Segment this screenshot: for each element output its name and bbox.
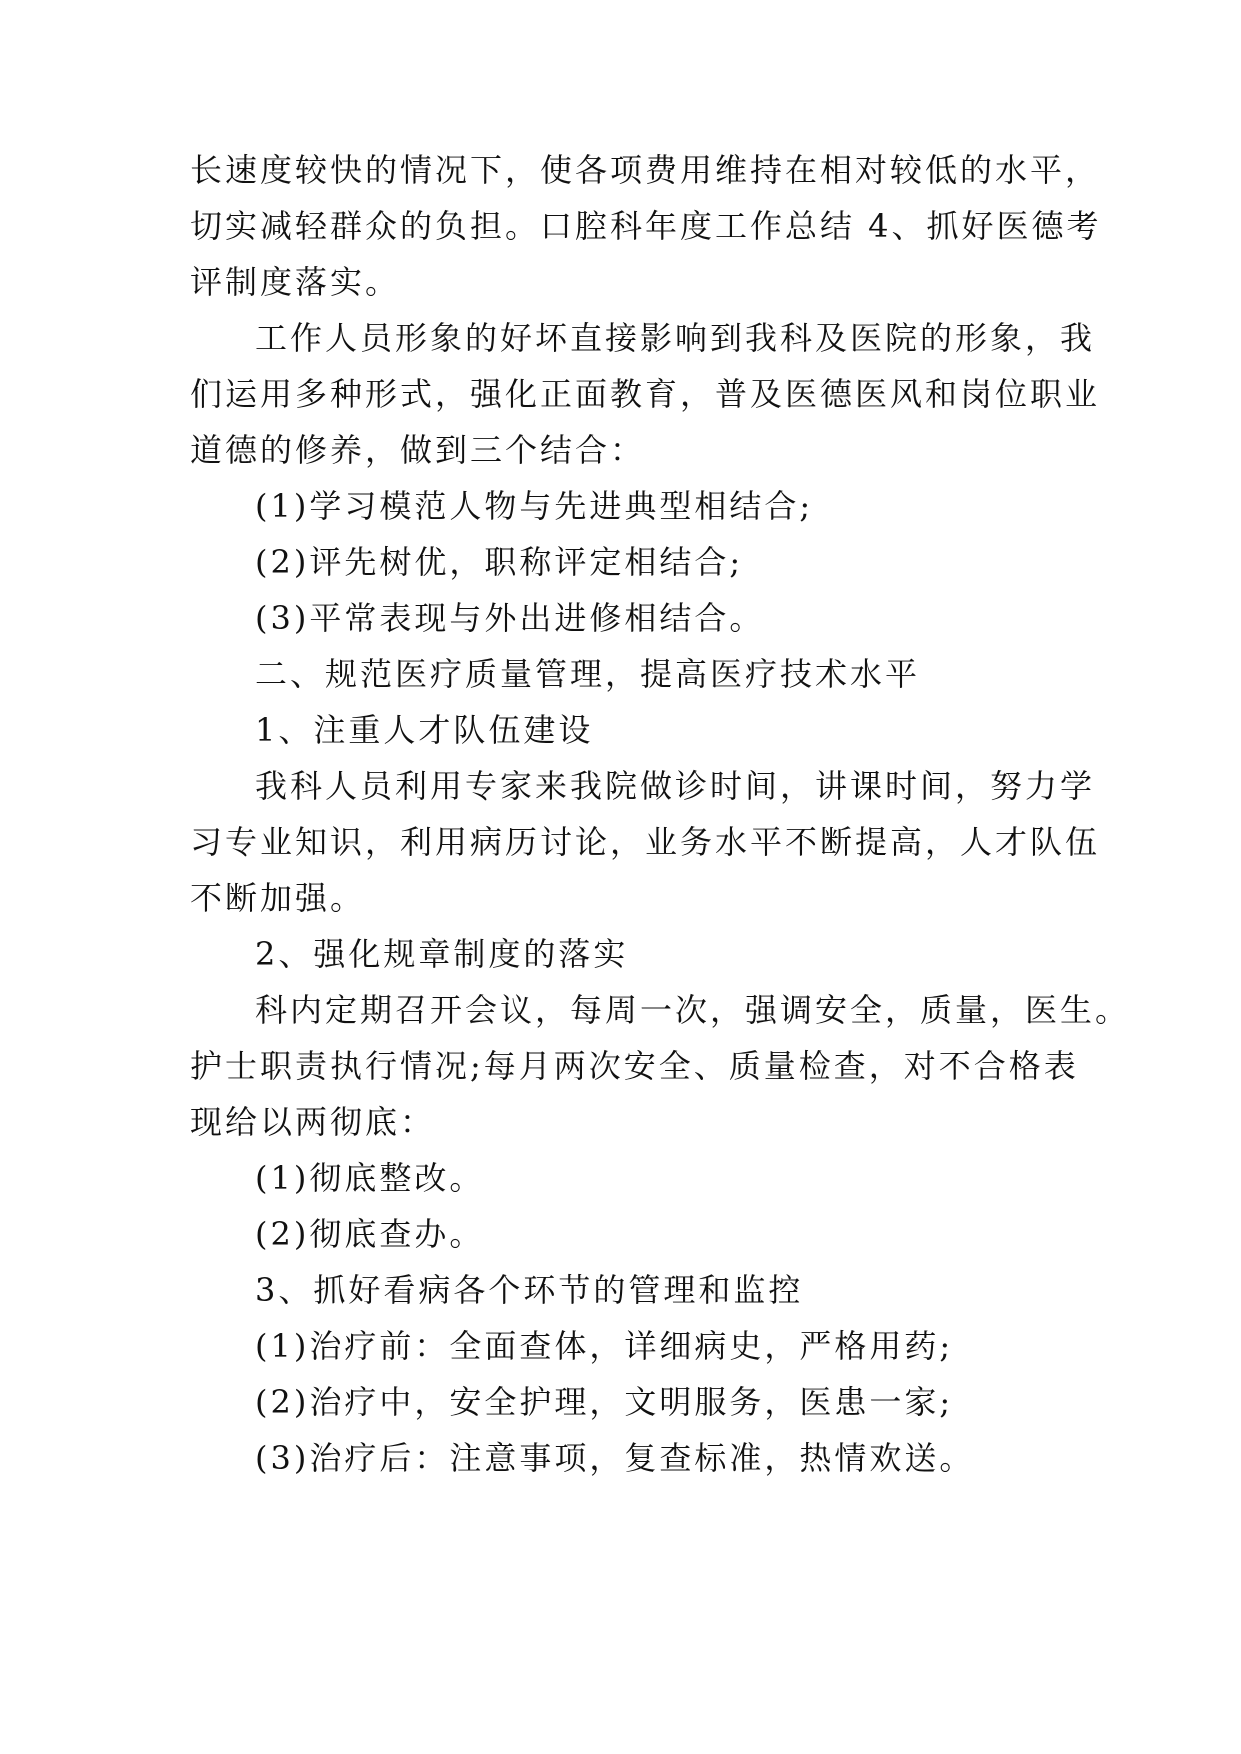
paragraph-line: 切实减轻群众的负担。口腔科年度工作总结 4、抓好医德考 [190,207,1102,245]
subsection-heading: 1、注重人才队伍建设 [255,711,594,749]
subsection-heading: 3、抓好看病各个环节的管理和监控 [255,1271,804,1309]
paragraph-line: 护士职责执行情况;每月两次安全、质量检查，对不合格表 [190,1047,1079,1085]
paragraph-line: 评制度落实。 [190,263,401,301]
paragraph-line: 不断加强。 [190,879,366,917]
list-item: (2)治疗中，安全护理，文明服务，医患一家; [255,1383,954,1421]
list-item: (1)治疗前：全面查体，详细病史，严格用药; [255,1327,954,1365]
paragraph-line: 道德的修养，做到三个结合： [190,431,646,469]
list-item: (1)彻底整改。 [255,1159,485,1197]
paragraph-line: 工作人员形象的好坏直接影响到我科及医院的形象，我 [255,319,1096,357]
section-heading: 二、规范医疗质量管理，提高医疗技术水平 [255,655,921,693]
paragraph-line: 长速度较快的情况下，使各项费用维持在相对较低的水平， [190,151,1101,189]
list-item: (3)治疗后：注意事项，复查标准，热情欢送。 [255,1439,975,1477]
paragraph-line: 我科人员利用专家来我院做诊时间，讲课时间，努力学 [255,767,1096,805]
list-item: (3)平常表现与外出进修相结合。 [255,599,765,637]
paragraph-line: 习专业知识，利用病历讨论，业务水平不断提高，人才队伍 [190,823,1101,861]
paragraph-line: 科内定期召开会议，每周一次，强调安全，质量，医生。 [255,991,1131,1029]
list-item: (1)学习模范人物与先进典型相结合; [255,487,814,525]
list-item: (2)评先树优，职称评定相结合; [255,543,744,581]
subsection-heading: 2、强化规章制度的落实 [255,935,629,973]
paragraph-line: 们运用多种形式，强化正面教育，普及医德医风和岗位职业 [190,375,1101,413]
paragraph-line: 现给以两彻底： [190,1103,436,1141]
list-item: (2)彻底查办。 [255,1215,485,1253]
